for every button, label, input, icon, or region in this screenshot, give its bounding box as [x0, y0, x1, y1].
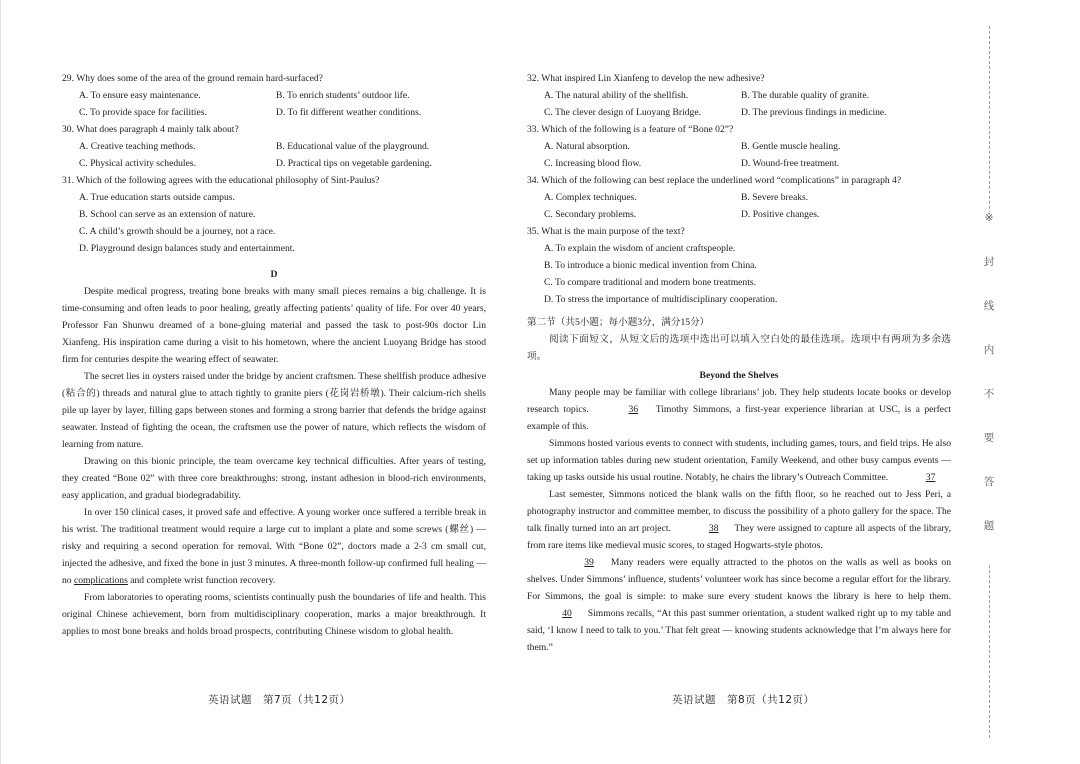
cloze-p1-text-a: Many people may be familiar with college librarians’ job. They help students locate books or develop research topics. — [527, 387, 951, 415]
section-d-title: D — [270, 269, 278, 280]
passage-d-paragraph-3: Drawing on this bionic principle, the team overcame key technical difficulties. After years of testing, they created “Bone 02” with three core breakthroughs: strong, instant adhesion in blood-rich environments, easy application, and gradual biodegradability. — [62, 456, 486, 501]
blank-40: 40 — [562, 608, 572, 619]
question-30-option-a: A. Creative teaching methods. — [79, 141, 196, 152]
binding-char-4: 内 — [983, 344, 995, 356]
question-30-stem: 30. What does paragraph 4 mainly talk about? — [62, 124, 239, 135]
question-35-option-a: A. To explain the wisdom of ancient craftspeople. — [544, 243, 736, 254]
cloze-p3-text-b: They were assigned to capture all aspects of the library, from rare items like medieval music scores, to staged Hogwarts-style photos. — [527, 523, 951, 551]
cloze-paragraph-1 — [527, 384, 951, 435]
blank-39: 39 — [584, 557, 594, 568]
blank-36: 36 — [628, 404, 639, 415]
passage-title: Beyond the Shelves — [699, 370, 779, 381]
section-2-header: 第二节（共5小题；每小题3分，满分15分） — [527, 317, 710, 328]
left-page-column — [62, 70, 486, 640]
question-30-options-row-1 — [62, 138, 486, 155]
question-30-option-d: D. Practical tips on vegetable gardening. — [276, 158, 432, 169]
cloze-p1-text-b: Timothy Simmons, a first-year experience librarian at USC, is a perfect example of this. — [527, 404, 951, 432]
question-33-options-row-2 — [527, 155, 951, 172]
binding-margin-label — [982, 212, 996, 564]
question-32-stem: 32. What inspired Lin Xianfeng to develop the new adhesive? — [527, 73, 765, 84]
question-32-option-b: B. The durable quality of granite. — [741, 90, 869, 101]
cloze-p2-text-a: Simmons hosted various events to connect with students, including games, tours, and field trips. He also set up information tables during new student orientation, Family Weekend, and other busy campus events — taking up tasks outside his usual routine. Notably, he chairs the library’s Outreach Committee. — [527, 438, 951, 483]
question-33-option-d: D. Wound-free treatment. — [741, 158, 840, 169]
passage-d-paragraph-1: Despite medical progress, treating bone breaks with many small pieces remains a big challenge. It is time-consuming and often leads to poor healing, greatly affecting patients’ quality of life. For over 40 years, Professor Fan Shunwu dreamed of a bone-gluing material and passed the task to post-90s doctor Lin Xianfeng. His inspiration came during a visit to his hometown, where the ancient Luoyang Bridge has stood firm for centuries despite the wearing effect of seawater. — [62, 286, 486, 365]
question-29-option-c: C. To provide space for facilities. — [79, 107, 207, 118]
underlined-word-complications: complications — [74, 575, 128, 586]
cloze-paragraph-4 — [527, 554, 951, 656]
question-29-option-a: A. To ensure easy maintenance. — [79, 90, 201, 101]
question-32-options-row-1 — [527, 87, 951, 104]
question-35-option-c: C. To compare traditional and modern bone treatments. — [544, 277, 757, 288]
question-29-option-d: D. To fit different weather conditions. — [276, 107, 422, 118]
section-2-instructions: 阅读下面短文，从短文后的选项中选出可以填入空白处的最佳选项。选项中有两项为多余选项。 — [527, 334, 951, 362]
question-31-option-b: B. School can serve as an extension of nature. — [79, 209, 256, 220]
passage-d-paragraph-2: The secret lies in oysters raised under the bridge by ancient craftsmen. These shellfish produce adhesive (粘合的) threads and natural glue to attach tightly to granite piers (花岗岩桥墩). Their calcium-rich shells pile up layer by layer, filling gaps between stones and forming a strong barrier that defends the bridge against seawater. Instead of fighting the ocean, the craftsmen use the power of nature, which reflects the wisdom of learning from nature. — [62, 371, 486, 450]
binding-char-8: 题 — [983, 520, 995, 532]
question-35-option-d: D. To stress the importance of multidisciplinary cooperation. — [544, 294, 778, 305]
left-page-footer: 英语试题 第7页（共12页） — [208, 694, 351, 706]
question-33-stem: 33. Which of the following is a feature of “Bone 02”? — [527, 124, 734, 135]
question-33-option-c: C. Increasing blood flow. — [544, 158, 642, 169]
question-34-options-row-1 — [527, 189, 951, 206]
question-34-options-row-2 — [527, 206, 951, 223]
binding-char-1: ※ — [984, 212, 994, 224]
question-29-options-row-1 — [62, 87, 486, 104]
cloze-paragraph-2 — [527, 435, 951, 486]
cloze-p3-text-a: Last semester, Simmons noticed the blank walls on the fifth floor, so he reached out to Jess Peri, a photography instructor and committee member, to discuss the possibility of a photo gallery for the space. The talk finally turned into an art project. — [527, 489, 951, 534]
question-29-options-row-2 — [62, 104, 486, 121]
question-33-option-b: B. Gentle muscle healing. — [741, 141, 841, 152]
passage-d-paragraph-4 — [62, 504, 486, 589]
question-30-option-c: C. Physical activity schedules. — [79, 158, 196, 169]
paragraph-4-text-end: and complete wrist function recovery. — [127, 575, 276, 586]
question-34-option-a: A. Complex techniques. — [544, 192, 637, 203]
question-32-options-row-2 — [527, 104, 951, 121]
question-34-option-c: C. Secondary problems. — [544, 209, 637, 220]
question-34-option-d: D. Positive changes. — [741, 209, 820, 220]
question-29-option-b: B. To enrich students’ outdoor life. — [276, 90, 410, 101]
blank-38: 38 — [708, 523, 719, 534]
right-page-footer: 英语试题 第8页（共12页） — [672, 694, 815, 706]
binding-char-3: 线 — [983, 300, 995, 312]
question-30-options-row-2 — [62, 155, 486, 172]
question-33-options-row-1 — [527, 138, 951, 155]
question-34-stem: 34. Which of the following can best replace the underlined word “complications” in paragraph 4? — [527, 175, 902, 186]
cloze-p4-text-a: Many readers were equally attracted to the photos on the walls as well as books on shelves. Under Simmons’ influence, students’ volunteer work has since become a regular effort for the library. For Simmons, the goal is simple: to make sure every student knows the library is here to help them. — [527, 557, 951, 602]
binding-char-7: 答 — [983, 476, 995, 488]
cloze-paragraph-3 — [527, 486, 951, 554]
binding-char-2: 封 — [983, 256, 995, 268]
question-32-option-c: C. The clever design of Luoyang Bridge. — [544, 107, 702, 118]
question-30-option-b: B. Educational value of the playground. — [276, 141, 430, 152]
blank-37: 37 — [925, 472, 936, 483]
binding-char-6: 要 — [983, 432, 995, 444]
question-35-option-b: B. To introduce a bionic medical invention from China. — [544, 260, 757, 271]
question-33-option-a: A. Natural absorption. — [544, 141, 630, 152]
question-32-option-a: A. The natural ability of the shellfish. — [544, 90, 689, 101]
right-page-column — [527, 70, 951, 656]
question-31-option-d: D. Playground design balances study and entertainment. — [79, 243, 295, 254]
question-31-option-a: A. True education starts outside campus. — [79, 192, 235, 203]
cloze-p4-text-b: Simmons recalls, “At this past summer orientation, a student walked right up to my table and said, ‘I know I need to talk to you.’ That felt great — knowing students acknowledge that I’m always here for them.” — [527, 608, 951, 653]
question-31-stem: 31. Which of the following agrees with the educational philosophy of Sint-Paulus? — [62, 175, 380, 186]
paragraph-4-text-start: In over 150 clinical cases, it proved safe and effective. A young worker once suffered a terrible break in his wrist. The traditional treatment would require a large cut to implant a plate and some screws (螺丝) — risky and requiring a second operation for removal. With “Bone 02”, doctors made a 2-3 cm small cut, injected the adhesive, and fixed the bone in just 3 minutes. A three-month follow-up confirmed full healing — no — [62, 507, 486, 586]
question-32-option-d: D. The previous findings in medicine. — [741, 107, 887, 118]
passage-d-paragraph-5: From laboratories to operating rooms, scientists continually push the boundaries of life and health. This original Chinese achievement, born from multidisciplinary cooperation, marks a major breakthrough. It applies to most bone breaks and holds broad prospects, contributing Chinese wisdom to global health. — [62, 592, 486, 637]
question-31-option-c: C. A child’s growth should be a journey, not a race. — [79, 226, 276, 237]
binding-char-5: 不 — [983, 388, 995, 400]
question-34-option-b: B. Severe breaks. — [741, 192, 809, 203]
question-29-stem: 29. Why does some of the area of the ground remain hard-surfaced? — [62, 73, 323, 84]
question-35-stem: 35. What is the main purpose of the text? — [527, 226, 685, 237]
